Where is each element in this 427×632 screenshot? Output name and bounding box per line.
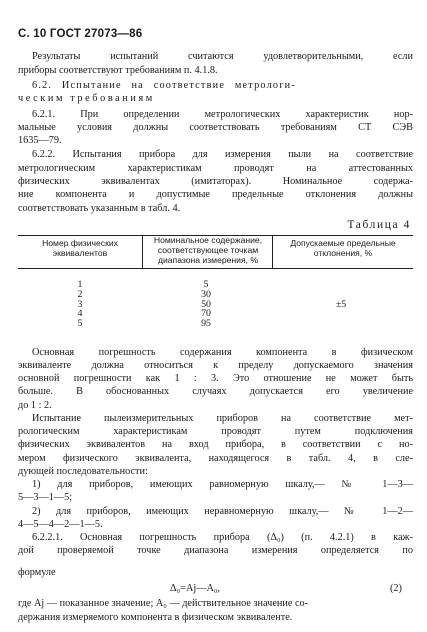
table-header-rule — [18, 268, 413, 269]
text-line: рологическим характеристикам проводят путем подключения — [18, 426, 413, 438]
table-caption: Таблица 4 — [347, 219, 411, 232]
section-heading: 6.2. Испытание на соответствие метрологи- — [32, 79, 296, 91]
text-line: физических эквивалентах (имитаторах). Номинальное содержа- — [18, 176, 413, 187]
text-line: 6.2.1. При определении метрологических характеристик нор- — [32, 108, 413, 120]
text-line: метрологическим характеристикам проводят на аттестованных — [18, 162, 413, 174]
table-cell-nominal: 5 — [203, 279, 209, 291]
table-header-nominal: Номинальное содержание, соответствующее точкам диапазона измерения, % — [153, 235, 263, 266]
table-cell-tolerance: ±5 — [335, 298, 347, 310]
text-line: Результаты испытаний считаются удовлетворительными, если — [32, 51, 413, 63]
text-line: Основная погрешность содержания компонента в физическом — [32, 346, 413, 358]
text-line: 6.2.2.1. Основная погрешность прибора (Δ₀) (п. 4.2.1) в каж- — [32, 532, 413, 544]
table-header-number: Номер физических эквивалентов — [42, 237, 118, 258]
text-line: эквиваленте должна относиться к пределу допускаемого значения — [18, 359, 413, 371]
table-cell-nominal: 30 — [201, 289, 211, 301]
text-line: 5—3—1—5; — [18, 492, 73, 504]
table-col-divider — [142, 235, 143, 268]
table-cell-number: 2 — [77, 289, 83, 301]
text-line: дой проверяемой точке диапазона измерения определяется по — [18, 545, 413, 557]
text-line: 1) для приборов, имеющих равномерную шкалу,— № 1—3— — [32, 479, 413, 491]
formula: Δ₀=Aj—A₀, — [170, 582, 220, 594]
table-cell-number: 3 — [77, 298, 83, 310]
table-cell-nominal: 70 — [201, 308, 211, 320]
table-col-divider — [272, 235, 273, 268]
text-line: мером физического эквивалента, находящегося в табл. 4, в сле- — [18, 452, 413, 464]
text-line: 4—5—4—2—1—5. — [18, 518, 103, 530]
section-heading: ческим требованиям — [18, 92, 155, 104]
formula-number: (2) — [390, 582, 402, 594]
text-line: Испытание пылеизмерительных приборов на соответствие мет- — [32, 412, 413, 424]
text-line: ние компонента и допустимые предельные отклонения должны — [18, 189, 413, 201]
table-cell-nominal: 50 — [201, 298, 211, 310]
table-cell-nominal: 95 — [201, 318, 211, 330]
text-line: 2) для приборов, имеющих неравномерную шкалу,— № 1—2— — [32, 505, 413, 517]
page-header: С. 10 ГОСТ 27073—86 — [18, 28, 143, 41]
table-header-tolerance: Допускаемые предельные отклонения, % — [290, 237, 396, 258]
table-cell-number: 5 — [77, 318, 83, 330]
text-line: основной погрешности как 1 : 3. Это отношение не может быть — [18, 373, 413, 385]
table-cell-number: 4 — [77, 308, 83, 320]
text-line: формуле — [18, 566, 56, 578]
text-line: до 1 : 2. — [18, 399, 52, 411]
text-line: 1635—79. — [18, 135, 62, 147]
text-line: приборы соответствуют требованиям п. 4.1.8. — [18, 64, 218, 76]
text-line: мальные условия должны соответствовать требованиям СТ СЭВ — [18, 122, 413, 134]
text-line: больше. В обоснованных случаях допускается его увеличение — [18, 386, 413, 398]
text-line: физических эквивалентов на вход прибора, в соответствии с но- — [18, 439, 413, 451]
text-line: держания измеряемого компонента в физическом эквиваленте. — [18, 611, 293, 623]
text-line: дующей последовательности: — [18, 465, 148, 477]
text-line: 6.2.2. Испытания прибора для измерения пыли на соответствие — [32, 149, 413, 161]
text-line: где Aj — показанное значение; A₀ — действительное значение со- — [18, 598, 309, 610]
text-line: соответствовать указанным в табл. 4. — [18, 202, 181, 214]
table-cell-number: 1 — [77, 279, 83, 291]
